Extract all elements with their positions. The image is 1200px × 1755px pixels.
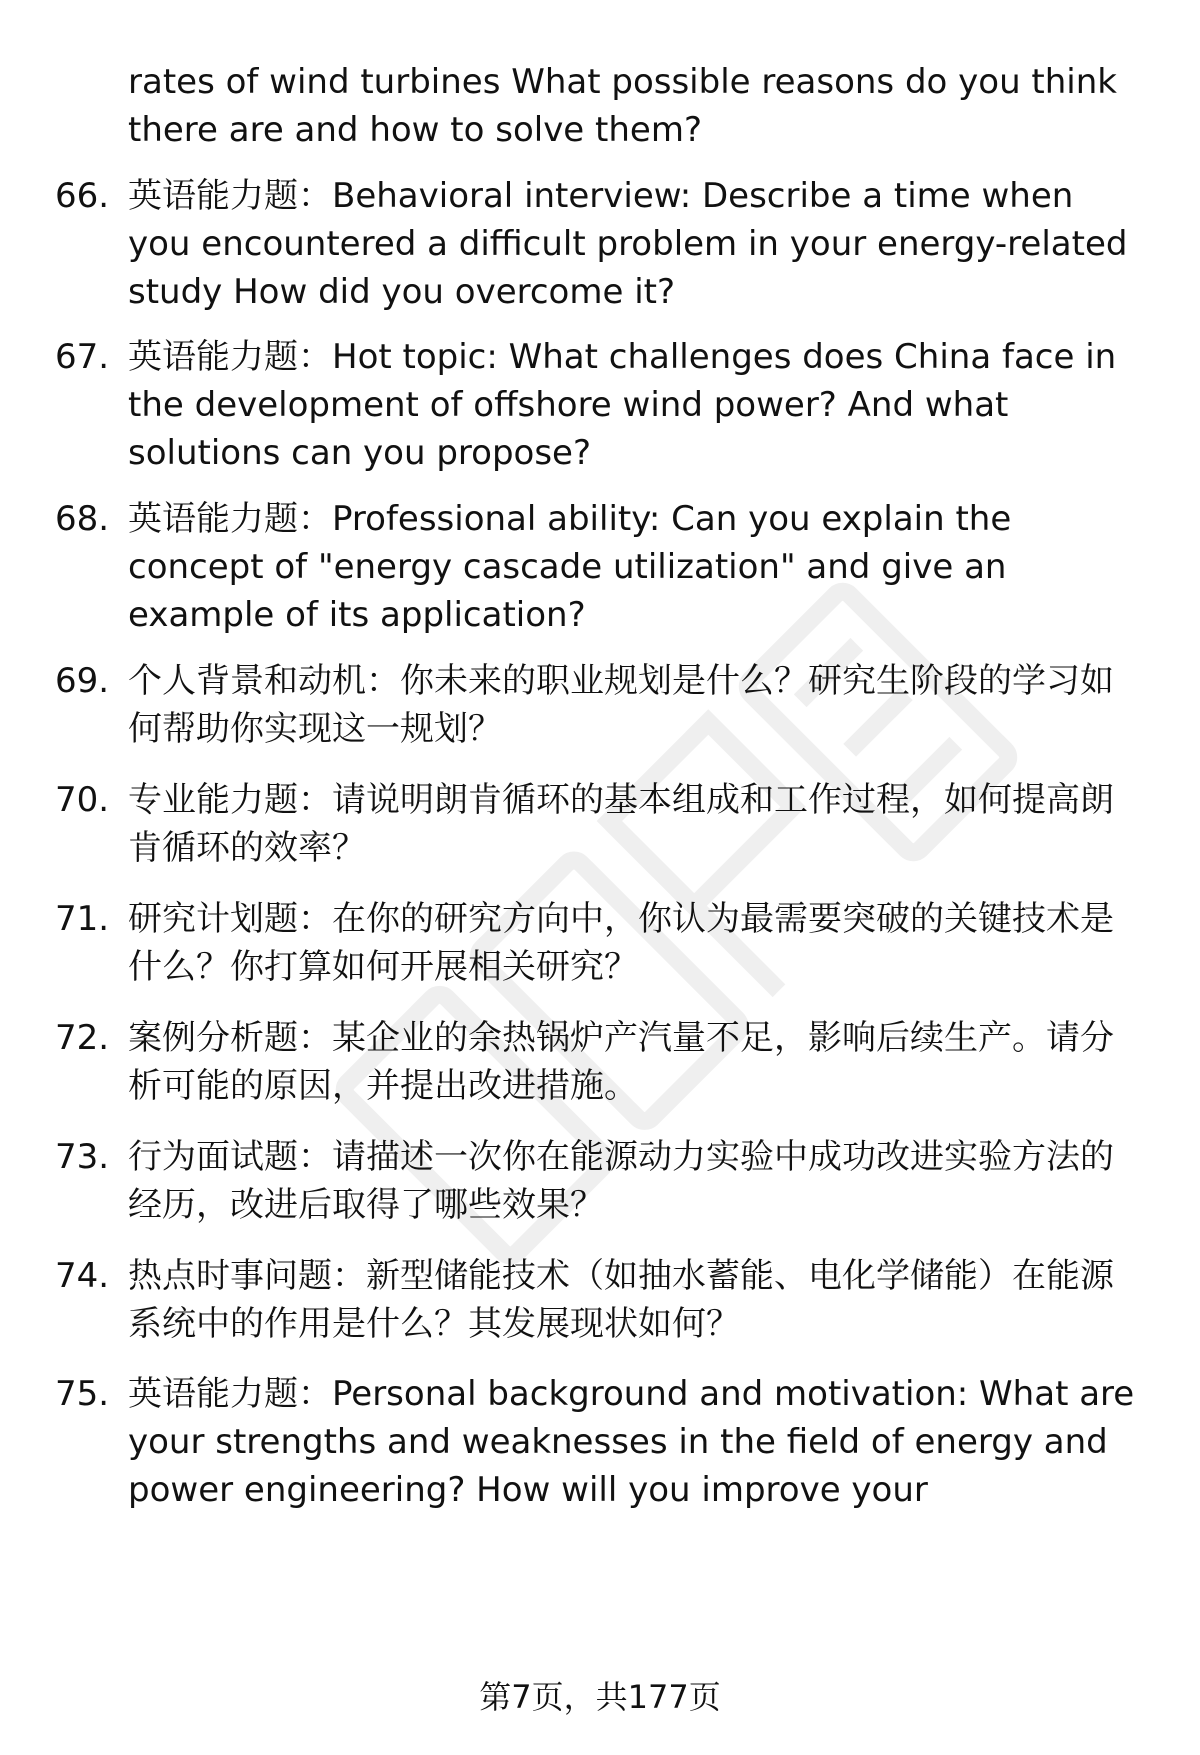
question-number: 68. — [55, 499, 110, 539]
question-text: 英语能力题：Professional ability: Can you explain the concept of "energy cascade utilization" and give an example of its application? — [128, 499, 1012, 635]
question-text: 专业能力题：请说明朗肯循环的基本组成和工作过程，如何提高朗肯循环的效率？ — [128, 780, 1114, 868]
question-number: 70. — [55, 780, 110, 820]
question-text: 热点时事问题：新型储能技术（如抽水蓄能、电化学储能）在能源系统中的作用是什么？其发展现状如何？ — [128, 1256, 1114, 1344]
question-number: 71. — [55, 899, 110, 939]
question-number: 69. — [55, 661, 110, 701]
page-footer: 第7页，共177页 — [479, 1678, 721, 1716]
continuation-text: rates of wind turbines What possible reasons do you think there are and how to solve them? — [128, 62, 1117, 150]
question-text: 个人背景和动机：你未来的职业规划是什么？研究生阶段的学习如何帮助你实现这一规划？ — [128, 661, 1114, 749]
question-number: 74. — [55, 1256, 110, 1296]
question-text: 英语能力题：Personal background and motivation: What are your strengths and weaknesses in the field of energy and power engineering? How will you improve your — [128, 1374, 1135, 1510]
question-number: 66. — [55, 176, 110, 216]
question-number: 72. — [55, 1018, 110, 1058]
question-text: 行为面试题：请描述一次你在能源动力实验中成功改进实验方法的经历，改进后取得了哪些效果？ — [128, 1137, 1114, 1225]
question-number: 75. — [55, 1374, 110, 1414]
question-text: 研究计划题：在你的研究方向中，你认为最需要突破的关键技术是什么？你打算如何开展相关研究？ — [128, 899, 1114, 987]
question-text: 英语能力题：Hot topic: What challenges does China face in the development of offshore wind power? And what solutions can you propose? — [128, 337, 1117, 473]
question-number: 73. — [55, 1137, 110, 1177]
question-text: 案例分析题：某企业的余热锅炉产汽量不足，影响后续生产。请分析可能的原因，并提出改进措施。 — [128, 1018, 1114, 1106]
question-text: 英语能力题：Behavioral interview: Describe a time when you encountered a difficult problem in your energy-related study How did you overcome it? — [128, 176, 1128, 312]
question-number: 67. — [55, 337, 110, 377]
